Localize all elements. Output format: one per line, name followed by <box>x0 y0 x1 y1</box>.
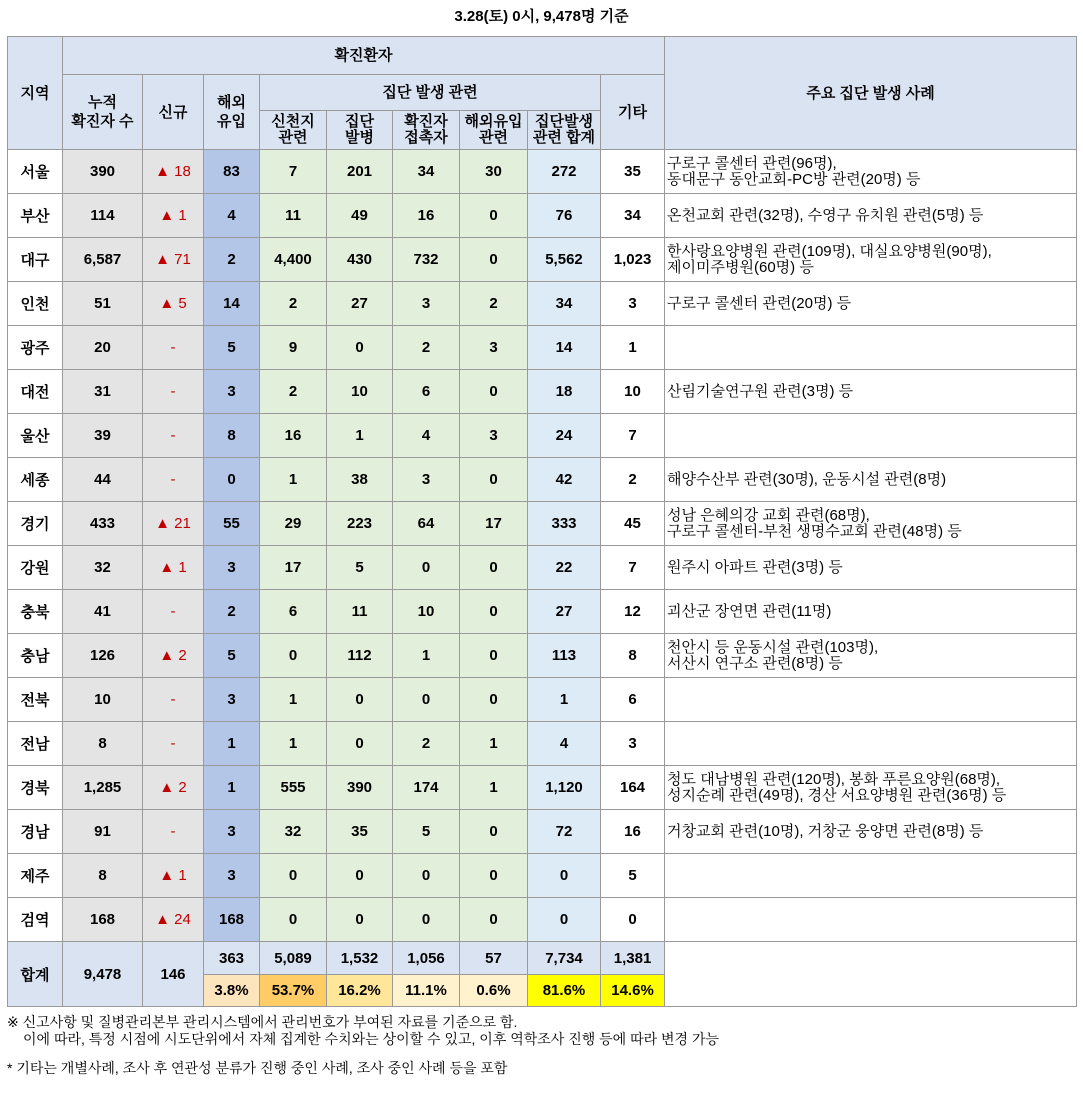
etc-cell: 1,023 <box>601 238 665 282</box>
contact-cell: 732 <box>393 238 460 282</box>
overseas-related-cell: 0 <box>460 194 528 238</box>
case-line: 구로구 콜센터-부천 생명수교회 관련(48명) 등 <box>667 522 962 540</box>
cases-cell <box>665 810 1077 854</box>
table-row <box>8 238 1077 282</box>
total-percent: 81.6% <box>528 975 601 1007</box>
group-sum-cell: 272 <box>528 150 601 194</box>
case-line: 청도 대남병원 관련(120명), 봉화 푸른요양원(68명), <box>667 770 1001 788</box>
region-cell: 강원 <box>8 546 63 590</box>
group-cell: 1 <box>327 414 393 458</box>
new-cell: ▲ 21 <box>143 502 204 546</box>
overseas-related-cell: 0 <box>460 458 528 502</box>
overseas-related-cell: 0 <box>460 898 528 942</box>
covid-status-table <box>7 36 1077 1007</box>
group-sum-cell: 76 <box>528 194 601 238</box>
total-percent: 3.8% <box>204 975 260 1007</box>
case-line: 서산시 연구소 관련(8명) 등 <box>667 654 843 672</box>
new-cell: ▲ 1 <box>143 546 204 590</box>
cumulative-cell: 433 <box>63 502 143 546</box>
etc-cell: 164 <box>601 766 665 810</box>
footnote-1: ※ 신고사항 및 질병관리본부 관리시스템에서 관리번호가 부여된 자료를 기준으로 함. <box>7 1014 518 1030</box>
etc-cell: 0 <box>601 898 665 942</box>
table-row <box>8 414 1077 458</box>
overseas-cell: 8 <box>204 414 260 458</box>
total-percent: 16.2% <box>327 975 393 1007</box>
case-line: 구로구 콜센터 관련(96명), <box>667 154 837 172</box>
group-cell: 0 <box>327 678 393 722</box>
header-contact: 확진자 접촉자 <box>393 111 460 150</box>
group-cell: 223 <box>327 502 393 546</box>
group-cell: 0 <box>327 722 393 766</box>
header-new: 신규 <box>143 75 204 150</box>
region-cell: 충남 <box>8 634 63 678</box>
header-etc: 기타 <box>601 75 665 150</box>
contact-cell: 0 <box>393 898 460 942</box>
shincheonji-cell: 9 <box>260 326 327 370</box>
contact-cell: 2 <box>393 326 460 370</box>
overseas-related-cell: 2 <box>460 282 528 326</box>
cumulative-cell: 168 <box>63 898 143 942</box>
header-group: 집단 발병 <box>327 111 393 150</box>
overseas-cell: 3 <box>204 678 260 722</box>
region-cell: 대구 <box>8 238 63 282</box>
group-sum-cell: 333 <box>528 502 601 546</box>
shincheonji-cell: 29 <box>260 502 327 546</box>
cumulative-cell: 114 <box>63 194 143 238</box>
etc-cell: 12 <box>601 590 665 634</box>
cumulative-cell: 41 <box>63 590 143 634</box>
group-cell: 38 <box>327 458 393 502</box>
region-cell: 검역 <box>8 898 63 942</box>
overseas-related-cell: 0 <box>460 370 528 414</box>
table-row <box>8 150 1077 194</box>
shincheonji-cell: 555 <box>260 766 327 810</box>
overseas-related-cell: 3 <box>460 414 528 458</box>
region-cell: 경북 <box>8 766 63 810</box>
table-row <box>8 458 1077 502</box>
group-sum-cell: 113 <box>528 634 601 678</box>
shincheonji-cell: 2 <box>260 282 327 326</box>
group-sum-cell: 24 <box>528 414 601 458</box>
cumulative-cell: 91 <box>63 810 143 854</box>
case-line: 산림기술연구원 관련(3명) 등 <box>667 382 854 400</box>
overseas-cell: 1 <box>204 722 260 766</box>
contact-cell: 5 <box>393 810 460 854</box>
group-cell: 27 <box>327 282 393 326</box>
contact-cell: 34 <box>393 150 460 194</box>
new-cell: ▲ 71 <box>143 238 204 282</box>
overseas-related-cell: 3 <box>460 326 528 370</box>
group-cell: 0 <box>327 326 393 370</box>
cases-cell <box>665 326 1077 370</box>
group-cell: 5 <box>327 546 393 590</box>
new-cell: - <box>143 370 204 414</box>
shincheonji-cell: 1 <box>260 678 327 722</box>
region-cell: 전북 <box>8 678 63 722</box>
total-percent: 53.7% <box>260 975 327 1007</box>
case-line: 제이미주병원(60명) 등 <box>667 258 814 276</box>
overseas-cell: 3 <box>204 546 260 590</box>
total-value: 7,734 <box>528 942 601 975</box>
new-cell: ▲ 1 <box>143 854 204 898</box>
overseas-related-cell: 0 <box>460 590 528 634</box>
table-row <box>8 678 1077 722</box>
group-sum-cell: 5,562 <box>528 238 601 282</box>
case-line: 천안시 등 운동시설 관련(103명), <box>667 638 879 656</box>
total-value: 57 <box>460 942 528 975</box>
group-sum-cell: 42 <box>528 458 601 502</box>
new-cell: ▲ 18 <box>143 150 204 194</box>
new-cell: ▲ 1 <box>143 194 204 238</box>
etc-cell: 16 <box>601 810 665 854</box>
contact-cell: 1 <box>393 634 460 678</box>
case-line: 원주시 아파트 관련(3명) 등 <box>667 558 843 576</box>
etc-cell: 3 <box>601 282 665 326</box>
region-cell: 대전 <box>8 370 63 414</box>
total-percent: 0.6% <box>460 975 528 1007</box>
cases-cell <box>665 854 1077 898</box>
cumulative-cell: 8 <box>63 854 143 898</box>
cases-cell <box>665 458 1077 502</box>
contact-cell: 0 <box>393 546 460 590</box>
shincheonji-cell: 1 <box>260 458 327 502</box>
table-row <box>8 634 1077 678</box>
table-row <box>8 194 1077 238</box>
header-cumulative: 누적 확진자 수 <box>63 75 143 150</box>
overseas-related-cell: 17 <box>460 502 528 546</box>
cumulative-cell: 44 <box>63 458 143 502</box>
group-cell: 201 <box>327 150 393 194</box>
header-region: 지역 <box>8 37 63 150</box>
cases-cell <box>665 898 1077 942</box>
region-cell: 부산 <box>8 194 63 238</box>
contact-cell: 4 <box>393 414 460 458</box>
case-line: 한사랑요양병원 관련(109명), 대실요양병원(90명), <box>667 242 992 260</box>
cumulative-cell: 20 <box>63 326 143 370</box>
new-cell: - <box>143 590 204 634</box>
total-value: 363 <box>204 942 260 975</box>
shincheonji-cell: 17 <box>260 546 327 590</box>
shincheonji-cell: 0 <box>260 634 327 678</box>
header-confirmed: 확진환자 <box>63 37 665 75</box>
total-percent: 11.1% <box>393 975 460 1007</box>
etc-cell: 45 <box>601 502 665 546</box>
etc-cell: 2 <box>601 458 665 502</box>
total-value: 1,381 <box>601 942 665 975</box>
overseas-related-cell: 30 <box>460 150 528 194</box>
cumulative-cell: 1,285 <box>63 766 143 810</box>
cumulative-cell: 390 <box>63 150 143 194</box>
group-sum-cell: 4 <box>528 722 601 766</box>
new-cell: - <box>143 326 204 370</box>
table-row <box>8 282 1077 326</box>
new-cell: ▲ 24 <box>143 898 204 942</box>
cases-cell <box>665 634 1077 678</box>
table-row <box>8 810 1077 854</box>
cases-cell <box>665 546 1077 590</box>
table-row <box>8 898 1077 942</box>
group-sum-cell: 34 <box>528 282 601 326</box>
table-row <box>8 722 1077 766</box>
group-cell: 430 <box>327 238 393 282</box>
header-overseas: 해외 유입 <box>204 75 260 150</box>
etc-cell: 7 <box>601 414 665 458</box>
new-cell: ▲ 2 <box>143 634 204 678</box>
group-cell: 112 <box>327 634 393 678</box>
footnotes <box>7 1014 1076 1077</box>
shincheonji-cell: 1 <box>260 722 327 766</box>
total-percent: 14.6% <box>601 975 665 1007</box>
cases-cell <box>665 282 1077 326</box>
footnote-2: * 기타는 개별사례, 조사 후 연관성 분류가 진행 중인 사례, 조사 중인 사례 등을 포함 <box>7 1060 508 1076</box>
region-cell: 제주 <box>8 854 63 898</box>
cumulative-cell: 6,587 <box>63 238 143 282</box>
case-line: 온천교회 관련(32명), 수영구 유치원 관련(5명) 등 <box>667 206 984 224</box>
region-cell: 울산 <box>8 414 63 458</box>
contact-cell: 10 <box>393 590 460 634</box>
contact-cell: 2 <box>393 722 460 766</box>
total-value: 5,089 <box>260 942 327 975</box>
cumulative-cell: 51 <box>63 282 143 326</box>
region-cell: 전남 <box>8 722 63 766</box>
overseas-cell: 2 <box>204 238 260 282</box>
region-cell: 세종 <box>8 458 63 502</box>
cases-cell <box>665 370 1077 414</box>
case-line: 거창교회 관련(10명), 거창군 웅양면 관련(8명) 등 <box>667 822 984 840</box>
shincheonji-cell: 0 <box>260 854 327 898</box>
etc-cell: 3 <box>601 722 665 766</box>
shincheonji-cell: 11 <box>260 194 327 238</box>
etc-cell: 8 <box>601 634 665 678</box>
group-sum-cell: 1 <box>528 678 601 722</box>
new-cell: - <box>143 722 204 766</box>
overseas-related-cell: 0 <box>460 546 528 590</box>
etc-cell: 6 <box>601 678 665 722</box>
table-row <box>8 766 1077 810</box>
footnote-1b: 이에 따라, 특정 시점에 시도단위에서 자체 집계한 수치와는 상이할 수 있고, 이후 역학조사 진행 등에 따라 변경 가능 <box>23 1031 720 1047</box>
region-cell: 경기 <box>8 502 63 546</box>
contact-cell: 0 <box>393 854 460 898</box>
cases-cell <box>665 194 1077 238</box>
case-line: 성남 은혜의강 교회 관련(68명), <box>667 506 870 524</box>
contact-cell: 16 <box>393 194 460 238</box>
overseas-cell: 3 <box>204 810 260 854</box>
etc-cell: 5 <box>601 854 665 898</box>
case-line: 해양수산부 관련(30명), 운동시설 관련(8명) <box>667 470 947 488</box>
header-overseas-related: 해외유입 관련 <box>460 111 528 150</box>
table-row <box>8 370 1077 414</box>
group-cell: 10 <box>327 370 393 414</box>
case-line: 성지순례 관련(49명), 경산 서요양병원 관련(36명) 등 <box>667 786 1007 804</box>
cumulative-cell: 31 <box>63 370 143 414</box>
header-group-sum: 집단발생 관련 합계 <box>528 111 601 150</box>
group-cell: 49 <box>327 194 393 238</box>
group-sum-cell: 72 <box>528 810 601 854</box>
overseas-cell: 0 <box>204 458 260 502</box>
overseas-cell: 1 <box>204 766 260 810</box>
case-line: 괴산군 장연면 관련(11명) <box>667 602 832 620</box>
cases-cell <box>665 502 1077 546</box>
cases-cell <box>665 590 1077 634</box>
shincheonji-cell: 32 <box>260 810 327 854</box>
overseas-related-cell: 0 <box>460 678 528 722</box>
table-row <box>8 590 1077 634</box>
etc-cell: 1 <box>601 326 665 370</box>
overseas-cell: 168 <box>204 898 260 942</box>
group-cell: 11 <box>327 590 393 634</box>
group-sum-cell: 18 <box>528 370 601 414</box>
new-cell: - <box>143 678 204 722</box>
cumulative-cell: 126 <box>63 634 143 678</box>
region-cell: 인천 <box>8 282 63 326</box>
case-line: 구로구 콜센터 관련(20명) 등 <box>667 294 852 312</box>
total-cases-empty <box>665 942 1077 1007</box>
total-value: 1,056 <box>393 942 460 975</box>
new-cell: ▲ 2 <box>143 766 204 810</box>
overseas-related-cell: 1 <box>460 722 528 766</box>
new-cell: - <box>143 414 204 458</box>
shincheonji-cell: 4,400 <box>260 238 327 282</box>
cumulative-cell: 10 <box>63 678 143 722</box>
group-sum-cell: 1,120 <box>528 766 601 810</box>
header-group-related: 집단 발생 관련 <box>260 75 601 111</box>
table-row <box>8 502 1077 546</box>
cases-cell <box>665 722 1077 766</box>
shincheonji-cell: 2 <box>260 370 327 414</box>
shincheonji-cell: 6 <box>260 590 327 634</box>
total-cumulative: 9,478 <box>63 942 143 1007</box>
shincheonji-cell: 16 <box>260 414 327 458</box>
group-sum-cell: 14 <box>528 326 601 370</box>
region-cell: 충북 <box>8 590 63 634</box>
contact-cell: 64 <box>393 502 460 546</box>
group-sum-cell: 27 <box>528 590 601 634</box>
table-row <box>8 546 1077 590</box>
overseas-cell: 4 <box>204 194 260 238</box>
overseas-related-cell: 0 <box>460 238 528 282</box>
table-row <box>8 854 1077 898</box>
cumulative-cell: 8 <box>63 722 143 766</box>
page-title: 3.28(토) 0시, 9,478명 기준 <box>454 8 629 25</box>
contact-cell: 6 <box>393 370 460 414</box>
contact-cell: 3 <box>393 458 460 502</box>
cases-cell <box>665 678 1077 722</box>
region-cell: 경남 <box>8 810 63 854</box>
total-new: 146 <box>143 942 204 1007</box>
overseas-cell: 5 <box>204 634 260 678</box>
shincheonji-cell: 0 <box>260 898 327 942</box>
overseas-cell: 83 <box>204 150 260 194</box>
new-cell: ▲ 5 <box>143 282 204 326</box>
group-cell: 35 <box>327 810 393 854</box>
new-cell: - <box>143 458 204 502</box>
new-cell: - <box>143 810 204 854</box>
header-shincheonji: 신천지 관련 <box>260 111 327 150</box>
overseas-related-cell: 1 <box>460 766 528 810</box>
contact-cell: 0 <box>393 678 460 722</box>
overseas-cell: 3 <box>204 370 260 414</box>
overseas-cell: 3 <box>204 854 260 898</box>
total-label: 합계 <box>8 942 63 1007</box>
contact-cell: 174 <box>393 766 460 810</box>
etc-cell: 34 <box>601 194 665 238</box>
group-sum-cell: 22 <box>528 546 601 590</box>
shincheonji-cell: 7 <box>260 150 327 194</box>
table-row <box>8 326 1077 370</box>
overseas-related-cell: 0 <box>460 810 528 854</box>
overseas-cell: 5 <box>204 326 260 370</box>
group-sum-cell: 0 <box>528 898 601 942</box>
group-cell: 0 <box>327 854 393 898</box>
region-cell: 서울 <box>8 150 63 194</box>
group-cell: 0 <box>327 898 393 942</box>
etc-cell: 10 <box>601 370 665 414</box>
cumulative-cell: 39 <box>63 414 143 458</box>
etc-cell: 35 <box>601 150 665 194</box>
overseas-related-cell: 0 <box>460 854 528 898</box>
region-cell: 광주 <box>8 326 63 370</box>
cases-cell <box>665 238 1077 282</box>
case-line: 동대문구 동안교회-PC방 관련(20명) 등 <box>667 170 921 188</box>
etc-cell: 7 <box>601 546 665 590</box>
total-value: 1,532 <box>327 942 393 975</box>
group-sum-cell: 0 <box>528 854 601 898</box>
group-cell: 390 <box>327 766 393 810</box>
overseas-cell: 2 <box>204 590 260 634</box>
overseas-cell: 55 <box>204 502 260 546</box>
overseas-related-cell: 0 <box>460 634 528 678</box>
header-cases: 주요 집단 발생 사례 <box>665 37 1077 150</box>
cumulative-cell: 32 <box>63 546 143 590</box>
cases-cell <box>665 766 1077 810</box>
overseas-cell: 14 <box>204 282 260 326</box>
cases-cell <box>665 150 1077 194</box>
contact-cell: 3 <box>393 282 460 326</box>
cases-cell <box>665 414 1077 458</box>
